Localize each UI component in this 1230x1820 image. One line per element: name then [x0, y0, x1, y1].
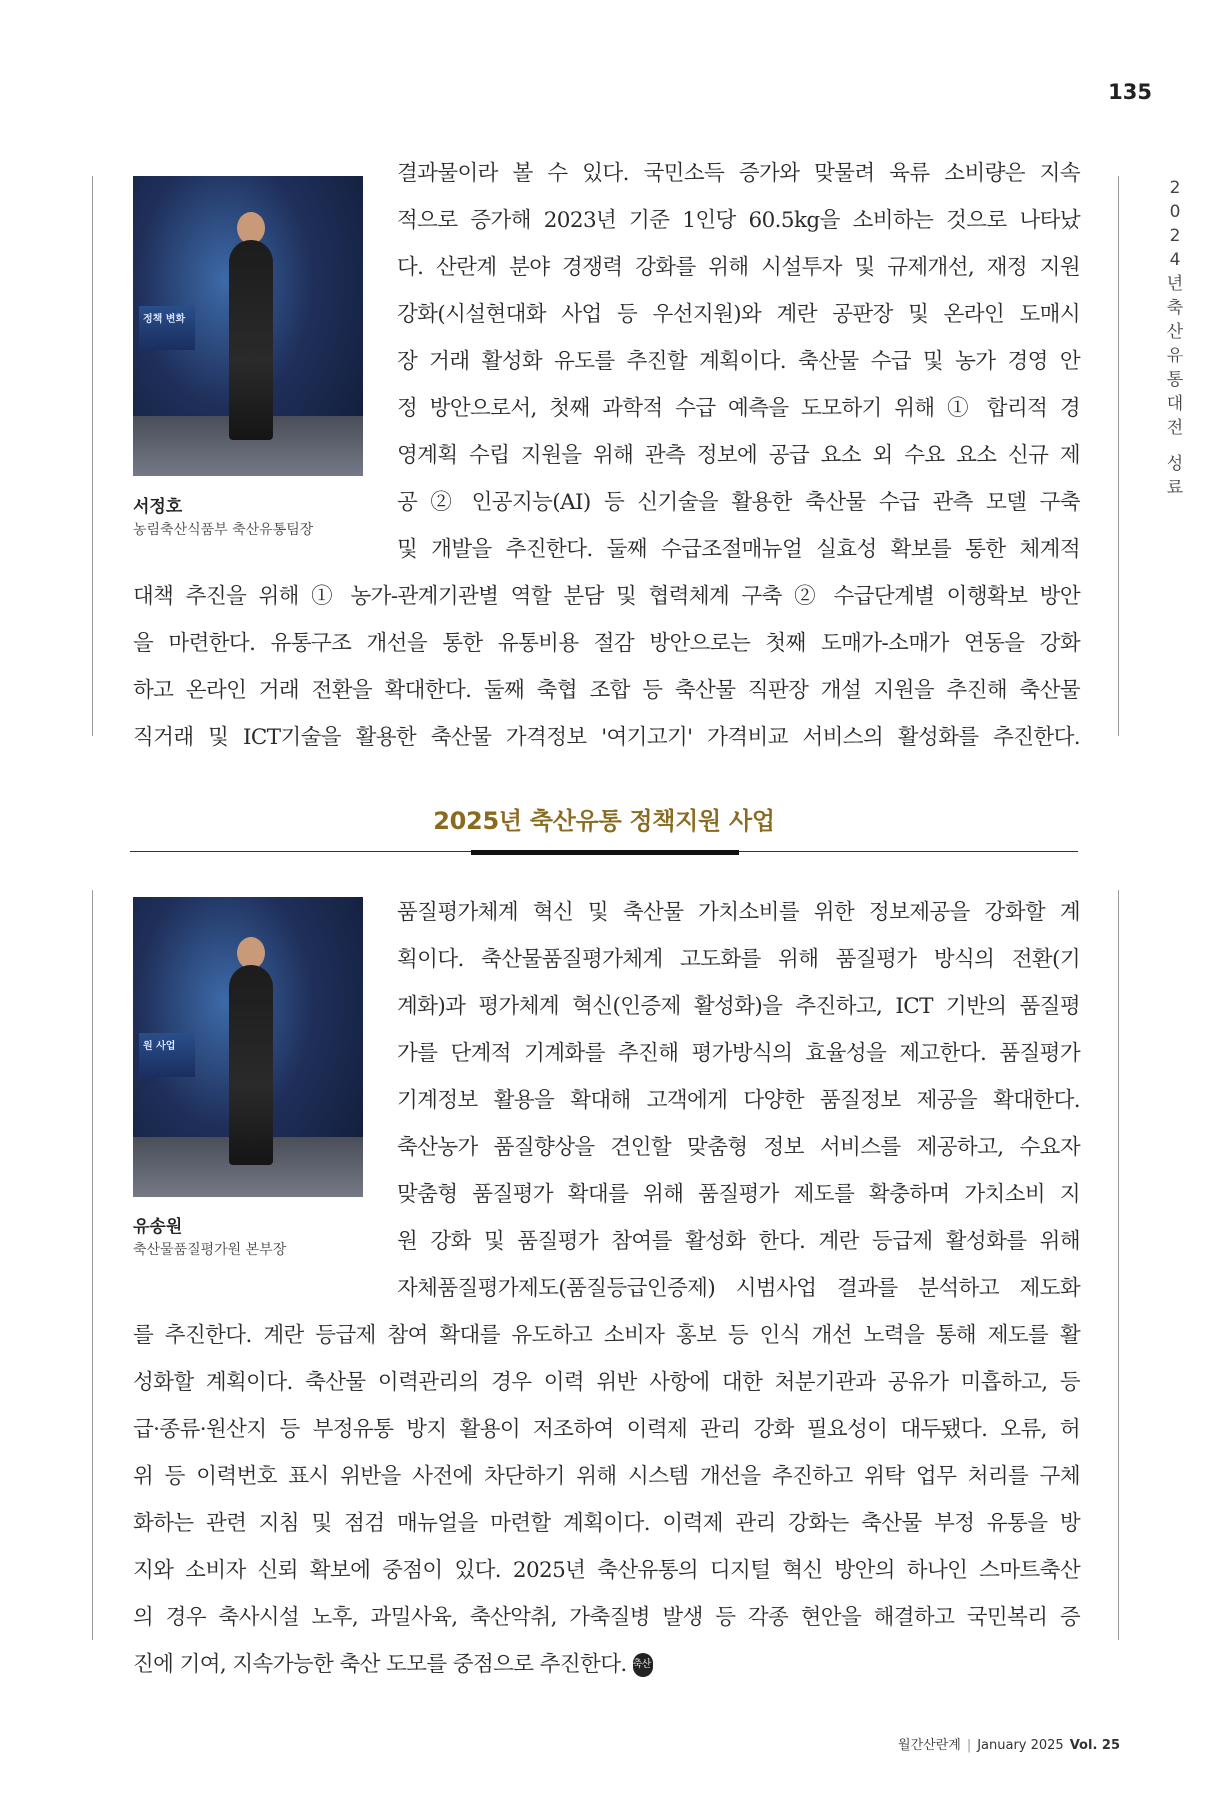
footer-magazine: 월간산란계 — [898, 1738, 961, 1753]
paragraph-line: 원 강화 및 품질평가 참여를 활성화 한다. 계란 등급제 활성화를 위해 — [397, 1229, 1080, 1254]
paragraph-line: 를 추진한다. 계란 등급제 참여 확대를 유도하고 소비자 홍보 등 인식 개선 노력을 통해 제도를 활 — [133, 1323, 1080, 1348]
right-margin-line — [1118, 176, 1119, 736]
speaker-figure — [229, 965, 273, 1165]
stage-screen: 원 사업 — [139, 1033, 195, 1077]
paragraph-line: 의 경우 축사시설 노후, 과밀사육, 축산악취, 가축질병 발생 등 각종 현안을 해결하고 국민복리 증 — [133, 1605, 1080, 1630]
paragraph-line: 결과물이라 볼 수 있다. 국민소득 증가와 맞물려 육류 소비량은 지속 — [397, 161, 1080, 186]
paragraph-line: 품질평가체계 혁신 및 축산물 가치소비를 위한 정보제공을 강화할 계 — [397, 900, 1080, 925]
paragraph-line: 가를 단계적 기계화를 추진해 평가방식의 효율성을 제고한다. 품질평가 — [397, 1041, 1080, 1066]
paragraph-line: 계화)과 평가체계 혁신(인증제 활성화)을 추진하고, ICT 기반의 품질평 — [397, 994, 1080, 1019]
footer — [820, 1734, 1120, 1753]
paragraph-line: 맞춤형 품질평가 확대를 위해 품질평가 제도를 확충하며 가치소비 지 — [397, 1182, 1080, 1207]
photo-1-role: 농림축산식품부 축산유통팀장 — [133, 522, 314, 538]
paragraph-line: 영계획 수립 지원을 위해 관측 정보에 공급 요소 외 수요 요소 신규 제 — [397, 443, 1080, 468]
paragraph-line: 성화할 계획이다. 축산물 이력관리의 경우 이력 위반 사항에 대한 처분기관과 공유가 미흡하고, 등 — [133, 1370, 1080, 1395]
end-mark-icon: 축산 — [633, 1653, 653, 1677]
heading-rule-accent — [471, 850, 739, 855]
footer-separator: | — [966, 1738, 972, 1753]
paragraph-line: 을 마련한다. 유통구조 개선을 통한 유통비용 절감 방안으로는 첫째 도매가-소매가 연동을 강화 — [133, 631, 1080, 656]
paragraph-line: 공 ② 인공지능(AI) 등 신기술을 활용한 축산물 수급 관측 모델 구축 — [397, 490, 1080, 515]
paragraph-line: 획이다. 축산물품질평가체계 고도화를 위해 품질평가 방식의 전환(기 — [397, 947, 1080, 972]
paragraph-line: 장 거래 활성화 유도를 추진할 계획이다. 축산물 수급 및 농가 경영 안 — [397, 349, 1080, 374]
photo-2-role: 축산물품질평가원 본부장 — [133, 1242, 287, 1258]
paragraph-line: 대책 추진을 위해 ① 농가-관계기관별 역할 분담 및 협력체계 구축 ② 수급단계별 이행확보 방안 — [133, 584, 1080, 609]
paragraph-line: 자체품질평가제도(품질등급인증제) 시범사업 결과를 분석하고 제도화 — [397, 1276, 1080, 1301]
photo-1-name: 서정호 — [133, 497, 183, 517]
left-margin-line — [92, 176, 93, 736]
stage-screen: 정책 변화 — [139, 306, 195, 350]
paragraph-line: 적으로 증가해 2023년 기준 1인당 60.5kg을 소비하는 것으로 나타났 — [397, 208, 1080, 233]
photo-2-name: 유송원 — [133, 1217, 183, 1237]
paragraph-line: 지와 소비자 신뢰 확보에 중점이 있다. 2025년 축산유통의 디지털 혁신 방안의 하나인 스마트축산 — [133, 1558, 1080, 1583]
paragraph-line: 위 등 이력번호 표시 위반을 사전에 차단하기 위해 시스템 개선을 추진하고 위탁 업무 처리를 구체 — [133, 1464, 1080, 1489]
paragraph-line: 기계정보 활용을 확대해 고객에게 다양한 품질정보 제공을 확대한다. — [397, 1088, 1080, 1113]
paragraph-line: 직거래 및 ICT기술을 활용한 축산물 가격정보 '여기고기' 가격비교 서비스의 활성화를 추진한다. — [133, 725, 1080, 750]
page-number: 135 — [1108, 80, 1152, 104]
paragraph-line-final: 진에 기여, 지속가능한 축산 도모를 중점으로 추진한다. 축산 — [133, 1652, 651, 1677]
section-heading: 2025년 축산유통 정책지원 사업 — [433, 807, 775, 835]
paragraph-line: 하고 온라인 거래 전환을 확대한다. 둘째 축협 조합 등 축산물 직판장 개설 지원을 추진해 축산물 — [133, 678, 1080, 703]
paragraph-line: 급·종류·원산지 등 부정유통 방지 활용이 저조하여 이력제 관리 강화 필요성이 대두됐다. 오류, 허 — [133, 1417, 1080, 1442]
paragraph-line: 정 방안으로서, 첫째 과학적 수급 예측을 도모하기 위해 ① 합리적 경 — [397, 396, 1080, 421]
footer-date: January 2025 — [977, 1738, 1064, 1753]
speaker-figure — [229, 240, 273, 440]
paragraph-line: 강화(시설현대화 사업 등 우선지원)와 계란 공판장 및 온라인 도매시 — [397, 302, 1080, 327]
paragraph-line: 축산농가 품질향상을 견인할 맞춤형 정보 서비스를 제공하고, 수요자 — [397, 1135, 1080, 1160]
paragraph-line: 화하는 관련 지침 및 점검 매뉴얼을 마련할 계획이다. 이력제 관리 강화는 축산물 부정 유통을 방 — [133, 1511, 1080, 1536]
right-margin-line — [1118, 890, 1119, 1640]
footer-volume: Vol. 25 — [1069, 1738, 1120, 1753]
paragraph-line: 및 개발을 추진한다. 둘째 수급조절매뉴얼 실효성 확보를 통한 체계적 — [397, 537, 1080, 562]
speaker-photo-1 — [133, 176, 363, 476]
left-margin-line — [92, 890, 93, 1640]
speaker-photo-2 — [133, 897, 363, 1197]
side-running-title: 2 0 2 4 년 축 산 유 통 대 전 성 료 — [1166, 178, 1184, 498]
paragraph-line: 다. 산란계 분야 경쟁력 강화를 위해 시설투자 및 규제개선, 재정 지원 — [397, 255, 1080, 280]
